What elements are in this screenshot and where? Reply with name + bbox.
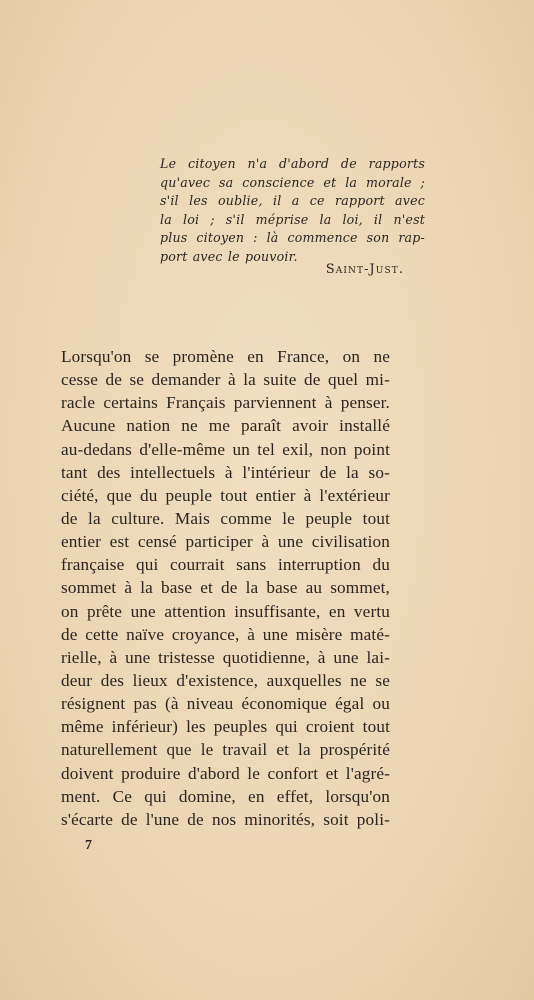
epigraph-line: plus citoyen : là commence son rap- — [160, 230, 425, 246]
body-line: même inférieur) les peuples qui croient tout — [61, 717, 390, 737]
body-line: s'écarte de l'une de nos minorités, soit poli- — [61, 809, 390, 829]
epigraph-line: s'il les oublie, il a ce rapport avec — [160, 193, 425, 209]
body-line: Lorsqu'on se promène en France, on ne — [61, 347, 390, 366]
epigraph-line: port avec le pouvoir. — [160, 248, 298, 264]
body-line: racle certains Français parviennent à penser. — [61, 393, 390, 413]
epigraph-line: Le citoyen n'a d'abord de rapports — [160, 156, 425, 171]
epigraph-line: qu'avec sa conscience et la morale ; — [160, 174, 425, 190]
body-line: de cette naïve croyance, à une misère maté- — [61, 624, 390, 644]
body-line: de la culture. Mais comme le peuple tout — [61, 508, 390, 528]
body-line: sommet à la base et de la base au sommet, — [61, 578, 390, 598]
body-line: ciété, que du peuple tout entier à l'extérieur — [61, 485, 390, 505]
body-line: entier est censé participer à une civilisation — [61, 532, 390, 552]
body-line: Aucune nation ne me paraît avoir installé — [61, 416, 390, 436]
body-line: deur des lieux d'existence, auxquelles ne se — [61, 670, 390, 690]
body-line: cesse de se demander à la suite de quel mi- — [61, 370, 390, 390]
epigraph-attribution: Saint-Just. — [325, 262, 404, 277]
body-line: rielle, à une tristesse quotidienne, à une lai- — [61, 647, 390, 667]
body-line: doivent produire d'abord le confort et l'agré- — [61, 763, 390, 783]
body-line: résignent pas (à niveau économique égal ou — [61, 694, 390, 714]
page-number: 7 — [85, 838, 92, 853]
body-line: ment. Ce qui domine, en effet, lorsqu'on — [61, 786, 390, 806]
body-line: on prête une attention insuffisante, en vertu — [61, 601, 390, 621]
body-line: au-dedans d'elle-même un tel exil, non point — [61, 439, 390, 459]
epigraph-quote — [160, 155, 425, 267]
body-line: française qui courrait sans interruption du — [61, 555, 390, 575]
body-line: naturellement que le travail et la prospérité — [61, 740, 390, 760]
body-line: tant des intellectuels à l'intérieur de la so- — [61, 462, 390, 482]
epigraph-line: la loi ; s'il méprise la loi, il n'est — [160, 211, 425, 227]
body-paragraph — [61, 345, 390, 831]
